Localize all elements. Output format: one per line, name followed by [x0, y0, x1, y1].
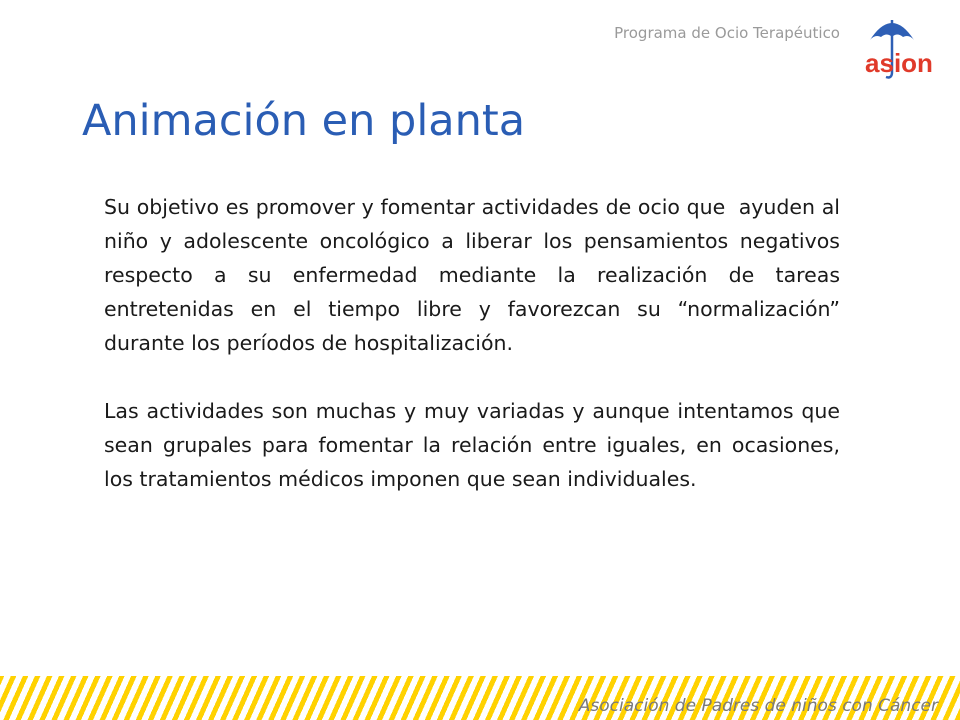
paragraph-objective: Su objetivo es promover y fomentar actividades de ocio que ayuden al niño y adolescente oncológico a liberar los pensamientos negativos respecto a su enfermedad mediante la realización de tareas entretenidas en el tiempo libre y favorezcan su “normalización” durante los períodos de hospitalización.	[104, 195, 847, 355]
logo-text: asion	[865, 48, 933, 78]
program-label: Programa de Ocio Terapéutico	[614, 24, 840, 42]
page-title: Animación en planta	[82, 96, 526, 146]
asion-logo	[852, 10, 946, 82]
footer-organization: Asociación de Padres de niños con Cáncer	[578, 696, 938, 716]
paragraph-activities: Las actividades son muchas y muy variadas y aunque intentamos que sean grupales para fomentar la relación entre iguales, en ocasiones, los tratamientos médicos imponen que sean individuales.	[104, 399, 847, 491]
body-text	[104, 190, 847, 530]
umbrella-icon	[852, 10, 946, 82]
